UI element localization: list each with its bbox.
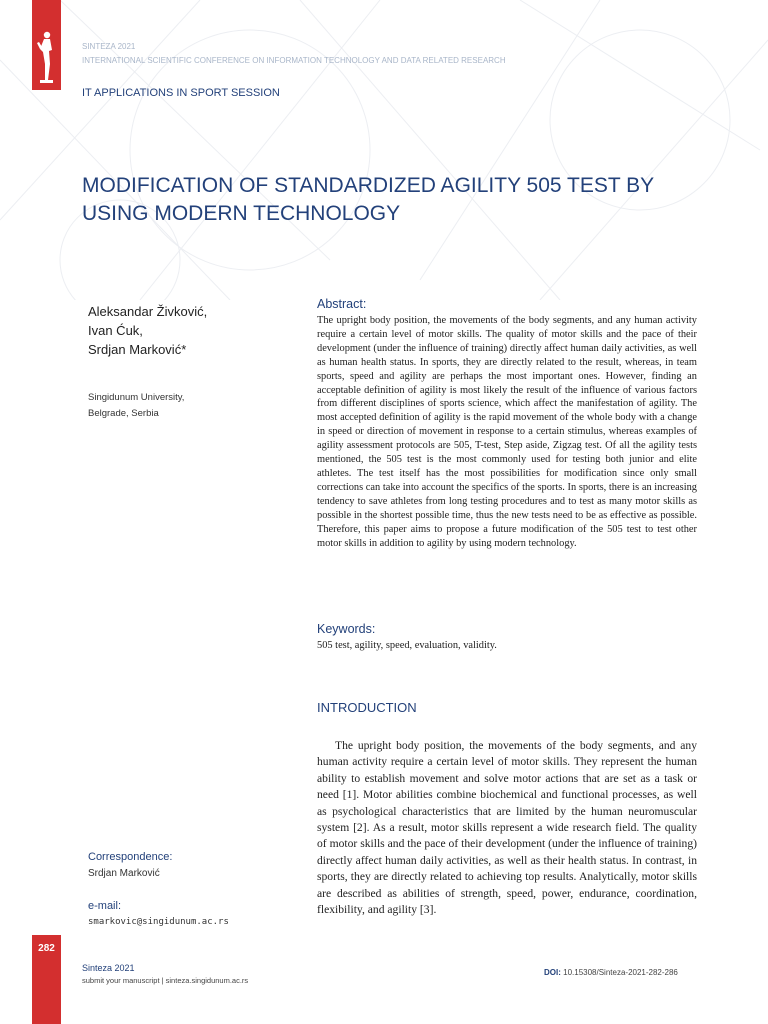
conference-name: INTERNATIONAL SCIENTIFIC CONFERENCE ON INFORMATION TECHNOLOGY AND DATA RELATED RESEARCH (82, 56, 506, 65)
affiliation (88, 390, 184, 422)
correspondence-name: Srdjan Marković (88, 868, 160, 879)
email-address[interactable]: smarkovic@singidunum.ac.rs (88, 917, 229, 927)
page-number: 282 (38, 943, 55, 954)
conference-header (82, 40, 506, 68)
abstract-label: Abstract: (317, 297, 367, 311)
introduction-paragraph: The upright body position, the movements of the body segments, and any human activity require a certain level of motor skills. They represent the human ability to establish movement and solve motor actions that are set as a task or need [1]. Motor abilities combine biochemical and functional processes, as well as psychological characteristics that are limited by the human neuromuscular system [2]. As a result, motor skills represent a wide research field. The quality of motor skills and the pace of their development (under the influence of training) directly affect human daily activities, as well as their health status. In contrast, in sports, they are directly related to achieving top results. Analytically, motor skills are described as abilities of strength, speed, power, endurance, coordination, flexibility, and agility [3]. (317, 739, 697, 917)
keywords-text: 505 test, agility, speed, evaluation, validity. (317, 640, 497, 651)
author-list (88, 302, 207, 359)
abstract-text: The upright body position, the movements of the body segments, and any human activity require a certain level of motor skills. The quality of motor skills and the pace of their development (under the influence of training) directly affect human daily activities, as well as human health status. In sports, they are directly related to the result, whereas, in team sports, speed and agility are perhaps the most important ones. However, finding an acceptable definition of agility is most likely the result of the influence of various factors from different disciplines of sports science, which affect the manifestation of agility. The most accepted definition of agility is the rapid movement of the whole body with a change in speed or direction of movement in response to a certain stimulus, whereas examples of agility assessment protocols are 505, T-test, Step aside, Zigzag test. Of all the agility tests mentioned, the 505 test is the most commonly used for testing both junior and elite athletes. The test itself has the most possibilities for modification since only small corrections can take into account the specifics of the sports. In sports, there is an increasing tendency to save athletes from long testing procedures and to test as many motor skills as possible in the shortest possible time, thus the new tests need to be as effective as possible. Therefore, this paper aims to propose a future modification of the 505 test to test other motor skills in addition to agility by using modern technology. (317, 315, 697, 549)
affiliation-line: Singidunum University, (88, 392, 185, 403)
affiliation-line: Belgrade, Serbia (88, 408, 159, 419)
session-name: IT APPLICATIONS IN SPORT SESSION (82, 87, 280, 99)
email-label: e-mail: (88, 900, 122, 912)
correspondence-label: Correspondence: (88, 851, 173, 863)
doi-value[interactable]: 10.15308/Sinteza-2021-282-286 (563, 968, 678, 977)
section-heading-introduction: INTRODUCTION (317, 700, 417, 715)
footer-journal: Sinteza 2021 (82, 963, 135, 973)
footer-submit-link[interactable]: submit your manuscript | sinteza.singidunum.ac.rs (82, 976, 249, 985)
keywords-label: Keywords: (317, 622, 376, 636)
author: Srdjan Marković* (88, 342, 187, 357)
doi (544, 968, 678, 977)
doi-label: DOI: (544, 968, 561, 977)
logo-bar (32, 0, 61, 90)
author: Ivan Ćuk, (88, 323, 143, 338)
page-number-bar (32, 935, 61, 1024)
conference-year: SINTEZA 2021 (82, 42, 136, 51)
paper-title: MODIFICATION OF STANDARDIZED AGILITY 505 TEST BY USING MODERN TECHNOLOGY (82, 174, 654, 225)
author: Aleksandar Živković, (88, 304, 208, 319)
statue-icon (35, 30, 58, 86)
